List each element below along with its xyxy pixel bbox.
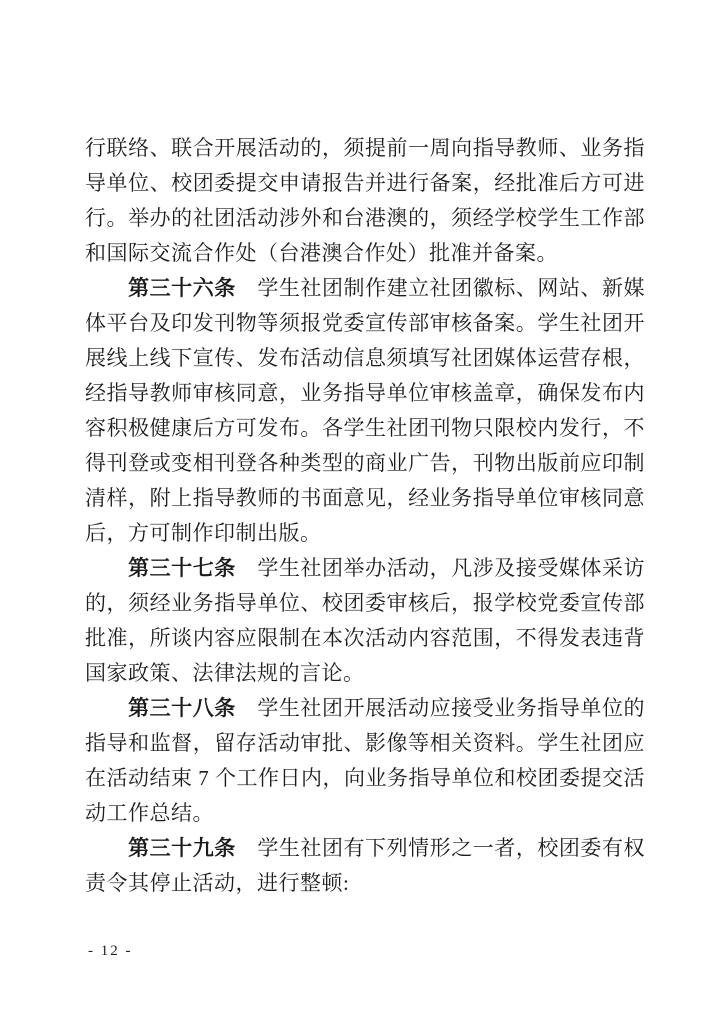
text-line: [85, 306, 645, 341]
text-segment: 国家政策、法律法规的言论。: [85, 661, 365, 685]
text-line: [85, 236, 645, 271]
text-segment: 指导和监督，留存活动审批、影像等相关资料。学生社团应: [85, 731, 645, 755]
text-line: [85, 586, 645, 621]
text-line: [85, 166, 645, 201]
text-segment: 导单位、校团委提交申请报告并进行备案，经批准后方可进: [85, 171, 645, 195]
text-segment: 体平台及印发刊物等须报党委宣传部审核备案。学生社团开: [85, 311, 645, 335]
text-segment: [85, 276, 128, 300]
text-line: [85, 691, 645, 726]
text-segment: 经指导教师审核同意，业务指导单位审核盖章，确保发布内: [85, 381, 645, 405]
article-number-label: 第三十八条: [128, 696, 236, 720]
text-segment: 清样，附上指导教师的书面意见，经业务指导单位审核同意: [85, 486, 645, 510]
text-segment: 学生社团开展活动应接受业务指导单位的: [235, 696, 646, 720]
page-number: - 12 -: [88, 943, 133, 959]
text-segment: 和国际交流合作处（台港澳合作处）批准并备案。: [85, 241, 558, 265]
article-number-label: 第三十六条: [128, 276, 236, 300]
text-line: [85, 726, 645, 761]
text-line: [85, 341, 645, 376]
article-number-label: 第三十七条: [128, 556, 236, 580]
text-line: [85, 761, 645, 796]
text-segment: 后，方可制作印制出版。: [85, 521, 322, 545]
text-line: [85, 516, 645, 551]
text-line: [85, 621, 645, 656]
text-segment: 学生社团有下列情形之一者，校团委有权: [235, 836, 646, 860]
text-segment: 容积极健康后方可发布。各学生社团刊物只限校内发行，不: [85, 416, 645, 440]
text-line: [85, 481, 645, 516]
text-segment: 行联络、联合开展活动的，须提前一周向指导教师、业务指: [85, 136, 645, 160]
document-text-block: [85, 131, 645, 901]
text-segment: 学生社团制作建立社团徽标、网站、新媒: [235, 276, 646, 300]
text-line: [85, 271, 645, 306]
text-segment: 学生社团举办活动，凡涉及接受媒体采访: [235, 556, 646, 580]
text-segment: 批准，所谈内容应限制在本次活动内容范围，不得发表违背: [85, 626, 645, 650]
text-line: [85, 866, 645, 901]
text-segment: [85, 556, 128, 580]
text-segment: 动工作总结。: [85, 801, 214, 825]
text-line: [85, 411, 645, 446]
text-line: [85, 446, 645, 481]
text-segment: 得刊登或变相刊登各种类型的商业广告，刊物出版前应印制: [85, 451, 645, 475]
text-line: [85, 201, 645, 236]
text-segment: 展线上线下宣传、发布活动信息须填写社团媒体运营存根，: [85, 346, 645, 370]
text-segment: 行。举办的社团活动涉外和台港澳的，须经学校学生工作部: [85, 206, 645, 230]
text-line: [85, 796, 645, 831]
text-line: [85, 831, 645, 866]
article-number-label: 第三十九条: [128, 836, 236, 860]
text-segment: [85, 696, 128, 720]
text-line: [85, 656, 645, 691]
text-segment: 责令其停止活动，进行整顿:: [85, 871, 350, 895]
text-segment: [85, 836, 128, 860]
text-line: [85, 376, 645, 411]
text-line: [85, 551, 645, 586]
text-line: [85, 131, 645, 166]
text-segment: 在活动结束 7 个工作日内，向业务指导单位和校团委提交活: [85, 766, 645, 790]
text-segment: 的，须经业务指导单位、校团委审核后，报学校党委宣传部: [85, 591, 645, 615]
